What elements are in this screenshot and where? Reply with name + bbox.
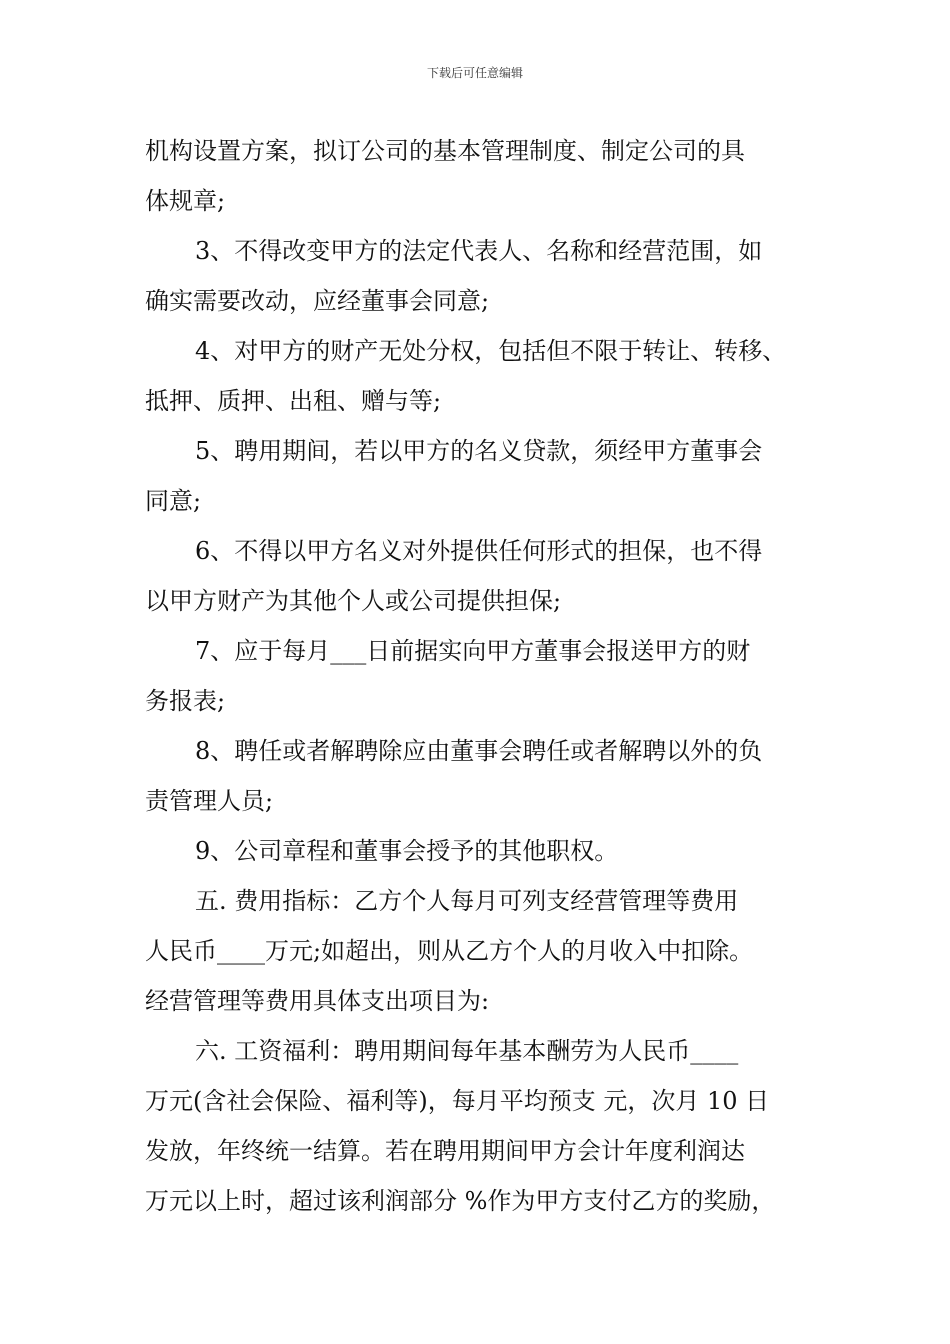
document-body: [145, 126, 825, 1226]
text-line: 责管理人员;: [145, 787, 274, 815]
text-line: 体规章;: [145, 187, 226, 215]
text-line: 7、应于每月___日前据实向甲方董事会报送甲方的财: [195, 637, 751, 665]
text-line: 4、对甲方的财产无处分权，包括但不限于转让、转移、: [195, 337, 787, 365]
text-line: 万元(含社会保险、福利等)，每月平均预支 元，次月 10 日: [145, 1087, 770, 1115]
text-line: 发放，年终统一结算。若在聘用期间甲方会计年度利润达: [145, 1137, 745, 1165]
text-line: 万元以上时，超过该利润部分 %作为甲方支付乙方的奖励，: [145, 1187, 776, 1215]
page-header: 下载后可任意编辑: [426, 66, 523, 80]
text-line: 六. 工资福利：聘用期间每年基本酬劳为人民币____: [195, 1037, 739, 1065]
text-line: 机构设置方案，拟订公司的基本管理制度、制定公司的具: [145, 137, 745, 165]
text-line: 同意;: [145, 487, 202, 515]
text-line: 人民币____万元;如超出，则从乙方个人的月收入中扣除。: [145, 937, 754, 965]
text-line: 3、不得改变甲方的法定代表人、名称和经营范围，如: [195, 237, 763, 265]
text-line: 以甲方财产为其他个人或公司提供担保;: [145, 587, 562, 615]
text-line: 五. 费用指标：乙方个人每月可列支经营管理等费用: [195, 887, 739, 915]
text-line: 9、公司章程和董事会授予的其他职权。: [195, 837, 619, 865]
text-line: 务报表;: [145, 687, 226, 715]
text-line: 6、不得以甲方名义对外提供任何形式的担保，也不得: [195, 537, 763, 565]
text-line: 抵押、质押、出租、赠与等;: [145, 387, 442, 415]
text-line: 8、聘任或者解聘除应由董事会聘任或者解聘以外的负: [195, 737, 763, 765]
text-line: 确实需要改动，应经董事会同意;: [145, 287, 490, 315]
text-line: 5、聘用期间，若以甲方的名义贷款，须经甲方董事会: [195, 437, 763, 465]
text-line: 经营管理等费用具体支出项目为:: [145, 987, 490, 1015]
